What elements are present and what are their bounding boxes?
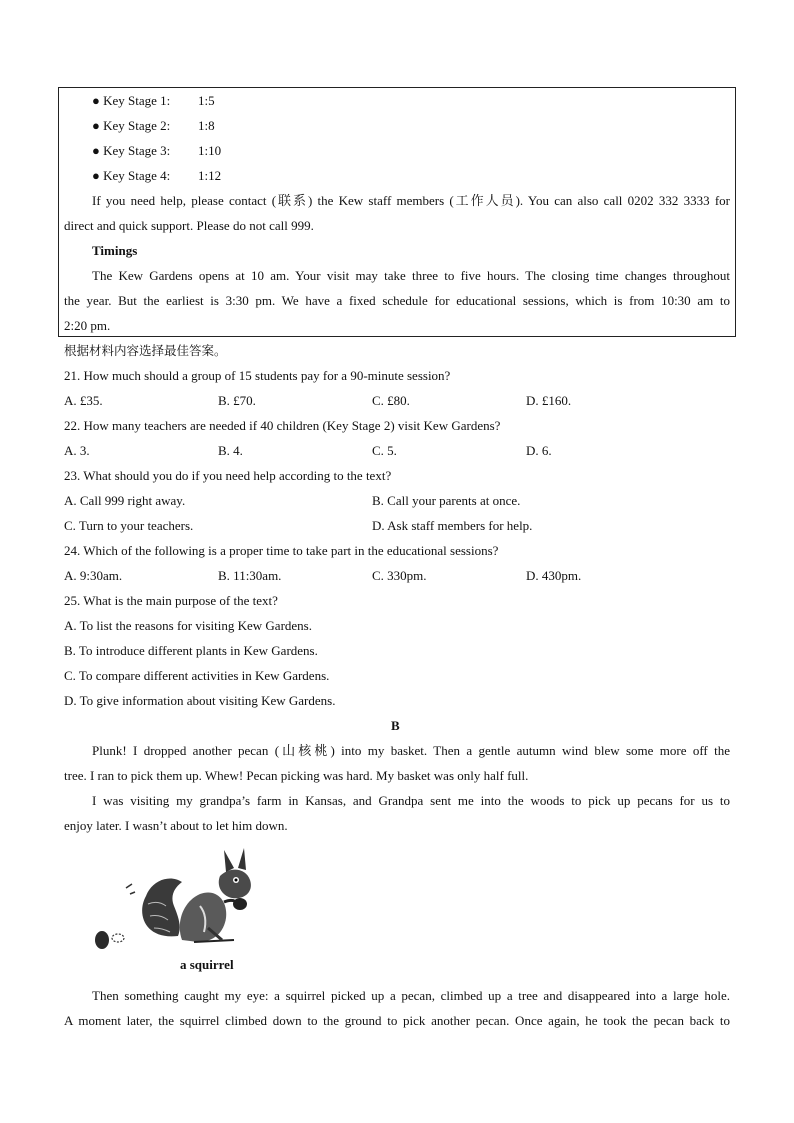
timings-line-2: the year. But the earliest is 3:30 pm. We have a fixed schedule for educational sessions, which is from 10:30 am to [64, 293, 730, 308]
question-24-option-a[interactable]: A. 9:30am. [64, 568, 123, 583]
question-24-option-d[interactable]: D. 430pm. [526, 568, 582, 583]
key-stage-1 [92, 92, 215, 110]
passage-p3-line1: Then something caught my eye: a squirrel picked up a pecan, climbed up a tree and disappeared into a large hole. [92, 988, 730, 1003]
stage-ratio: 1:5 [198, 93, 215, 108]
question-22-option-c[interactable]: C. 5. [372, 443, 397, 458]
help-line-1: If you need help, please contact (联系) the Kew staff members (工作人员). You can also call 0202 332 3333 for [92, 193, 730, 208]
question-23-option-b[interactable]: B. Call your parents at once. [372, 493, 521, 508]
question-25-option-b[interactable]: B. To introduce different plants in Kew Gardens. [64, 643, 318, 658]
question-23-option-d[interactable]: D. Ask staff members for help. [372, 518, 533, 533]
passage-p2-line1: I was visiting my grandpa’s farm in Kansas, and Grandpa sent me into the woods to pick up pecans for us to [92, 793, 730, 808]
timings-heading: Timings [92, 243, 138, 258]
question-21-option-a[interactable]: A. £35. [64, 393, 103, 408]
question-25-option-d[interactable]: D. To give information about visiting Kew Gardens. [64, 693, 336, 708]
passage-p2-line2: enjoy later. I wasn’t about to let him down. [64, 818, 288, 833]
pecan-icon [95, 931, 109, 949]
question-23-option-c[interactable]: C. Turn to your teachers. [64, 518, 194, 533]
question-24-option-c[interactable]: C. 330pm. [372, 568, 427, 583]
question-21-option-d[interactable]: D. £160. [526, 393, 572, 408]
timings-line-3: 2:20 pm. [64, 318, 111, 333]
help-line-2: direct and quick support. Please do not call 999. [64, 218, 314, 233]
question-25-option-a[interactable]: A. To list the reasons for visiting Kew Gardens. [64, 618, 312, 633]
key-stage-4 [92, 167, 222, 185]
question-25-stem: 25. What is the main purpose of the text? [64, 593, 278, 608]
stage-label: ● Key Stage 3: [92, 143, 171, 158]
question-24-option-b[interactable]: B. 11:30am. [218, 568, 282, 583]
key-stage-3 [92, 142, 222, 160]
question-23-option-a[interactable]: A. Call 999 right away. [64, 493, 186, 508]
question-21-option-c[interactable]: C. £80. [372, 393, 410, 408]
stage-label: ● Key Stage 4: [92, 168, 171, 183]
question-21-stem: 21. How much should a group of 15 students pay for a 90-minute session? [64, 368, 451, 383]
question-25-option-c[interactable]: C. To compare different activities in Kew Gardens. [64, 668, 330, 683]
timings-line-1: The Kew Gardens opens at 10 am. Your visit may take three to five hours. The closing time changes throughout [92, 268, 730, 283]
question-22-option-a[interactable]: A. 3. [64, 443, 90, 458]
passage-p1-line2: tree. I ran to pick them up. Whew! Pecan picking was hard. My basket was only half full. [64, 768, 529, 783]
passage-p1-line1: Plunk! I dropped another pecan (山核桃) into my basket. Then a gentle autumn wind blew some more off the [92, 743, 730, 758]
stage-label: ● Key Stage 1: [92, 93, 171, 108]
stage-label: ● Key Stage 2: [92, 118, 171, 133]
passage-p3-line2: A moment later, the squirrel climbed down to the ground to pick another pecan. Once again, he took the pecan back to [64, 1013, 730, 1028]
stage-ratio: 1:8 [198, 118, 215, 133]
question-22-option-b[interactable]: B. 4. [218, 443, 243, 458]
image-caption: a squirrel [180, 957, 234, 972]
question-22-stem: 22. How many teachers are needed if 40 children (Key Stage 2) visit Kew Gardens? [64, 418, 501, 433]
stage-ratio: 1:10 [198, 143, 222, 158]
squirrel-illustration [90, 844, 260, 952]
question-24-stem: 24. Which of the following is a proper time to take part in the educational sessions? [64, 543, 499, 558]
pecan-shell-icon [112, 934, 124, 942]
stage-ratio: 1:12 [198, 168, 222, 183]
section-b-heading: B [391, 718, 400, 733]
instruction: 根据材料内容选择最佳答案。 [64, 343, 227, 358]
question-23-stem: 23. What should you do if you need help according to the text? [64, 468, 392, 483]
key-stage-2 [92, 117, 215, 135]
question-21-option-b[interactable]: B. £70. [218, 393, 256, 408]
question-22-option-d[interactable]: D. 6. [526, 443, 552, 458]
